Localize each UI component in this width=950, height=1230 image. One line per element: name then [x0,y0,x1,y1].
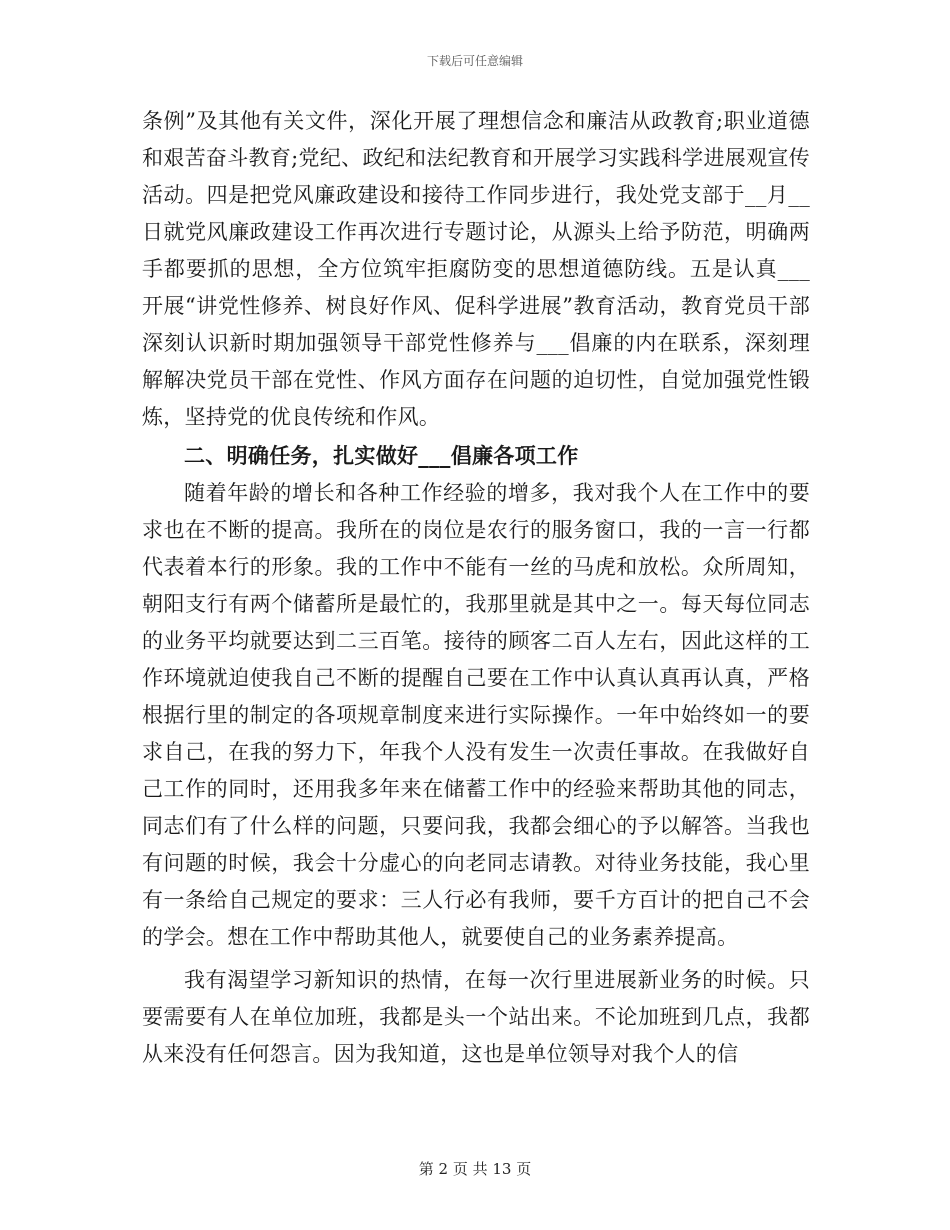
body-paragraph-2: 随着年龄的增长和各种工作经验的增多，我对我个人在工作中的要求也在不断的提高。我所在的岗位是农行的服务窗口，我的一言一行都代表着本行的形象。我的工作中不能有一丝的马虎和放松。众所周知，朝阳支行有两个储蓄所是最忙的，我那里就是其中之一。每天每位同志的业务平均就要达到二三百笔。接待的顾客二百人左右，因此这样的工作环境就迫使我自己不断的提醒自己要在工作中认真认真再认真，严格根据行里的制定的各项规章制度来进行实际操作。一年中始终如一的要求自己，在我的努力下，年我个人没有发生一次责任事故。在我做好自己工作的同时，还用我多年来在储蓄工作中的经验来帮助其他的同志，同志们有了什么样的问题，只要问我，我都会细心的予以解答。当我也有问题的时候，我会十分虚心的向老同志请教。对待业务技能，我心里有一条给自己规定的要求：三人行必有我师，要千方百计的把自己不会的学会。想在工作中帮助其他人，就要使自己的业务素养提高。 [142,481,810,949]
section-heading: 二、明确任务，扎实做好___倡廉各项工作 [184,444,579,468]
page-footer: 第 2 页 共 13 页 [418,1160,532,1178]
body-paragraph-3: 我有渴望学习新知识的热情，在每一次行里进展新业务的时候。只要需要有人在单位加班，我都是头一个站出来。不论加班到几点，我都从来没有任何怨言。因为我知道，这也是单位领导对我个人的信 [142,968,810,1066]
document-body [142,103,810,1073]
page-header: 下载后可任意编辑 [426,54,523,68]
body-paragraph-1: 条例”及其他有关文件，深化开展了理想信念和廉洁从政教育;职业道德和艰苦奋斗教育;党纪、政纪和法纪教育和开展学习实践科学进展观宣传活动。四是把党风廉政建设和接待工作同步进行，我处党支部于__月__日就党风廉政建设工作再次进行专题讨论，从源头上给予防范，明确两手都要抓的思想，全方位筑牢拒腐防变的思想道德防线。五是认真___开展“讲党性修养、树良好作风、促科学进展”教育活动，教育党员干部深刻认识新时期加强领导干部党性修养与___倡廉的内在联系，深刻理解解决党员干部在党性、作风方面存在问题的迫切性，自觉加强党性锻炼，坚持党的优良传统和作风。 [142,109,810,429]
